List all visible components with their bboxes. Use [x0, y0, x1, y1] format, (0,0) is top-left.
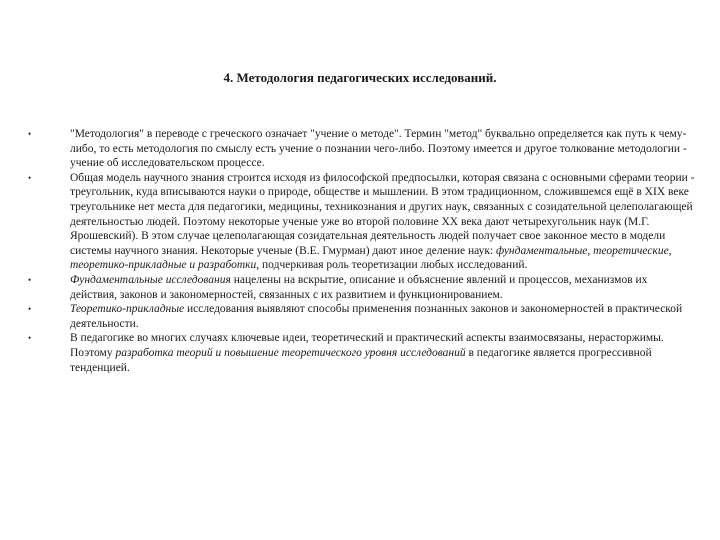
item-text: Общая модель научного знания строится исходя из философской предпосылки, которая связана с основными сферами теории - треугольник, куда вписываются науки о природе, обществе и мышлении. В этом традиционном, сложившемся ещё в XIX веке треугольнике нет места для педагогики, медицины, техникознания и других наук, связанных с созидательной целеполагающей деятельностью людей. Поэтому некоторые ученые уже во второй половине XX века дают четырехугольник наук (М.Г. Ярошевский). В этом случае целеполагающая созидательная деятельность людей получает свое законное место в модели системы научного знания. Некоторые ученые (В.Е. Гмурман) дают иное деление наук: — [70, 171, 695, 257]
list-item — [28, 171, 696, 273]
bullet-icon: • — [28, 172, 32, 183]
item-text-italic: Теоретико-прикладные — [70, 303, 185, 316]
item-text: В педагогике во многих случаях ключевые идеи, теоретический и практический аспекты взаимосвязаны, нерасторжимы. Поэтому — [70, 332, 664, 359]
slide-title: 4. Методология педагогических исследований. — [223, 70, 497, 85]
item-text-italic: фундаментальные, теоретические, теоретико-прикладные и разработки — [70, 244, 672, 272]
item-text: "Методология" в переводе с греческого означает "учение о методе". Термин "метод" буквально определяется как путь к чему-либо, то есть методология по смыслу есть учение о познании чего-либо. Поэтому имеется и другое толкование методологии - учение об исследовательском процессе. — [70, 128, 687, 170]
bullet-icon: • — [28, 129, 32, 139]
item-text: , подчеркивая роль теоретизации любых исследований. — [256, 259, 528, 272]
list-item — [28, 127, 696, 171]
item-text: нацелены на вскрытие, описание и объяснение явлений и процессов, механизмов их действия, законов и закономерностей, связанных с их развитием и функционированием. — [70, 273, 648, 301]
list-item — [28, 273, 696, 302]
item-text-italic: разработка теорий и повышение теоретического уровня исследований — [115, 346, 466, 359]
item-text: исследования выявляют способы применения познанных законов и закономерностей в практической деятельности. — [70, 303, 683, 330]
list-item — [28, 302, 696, 331]
bullet-icon: • — [28, 304, 32, 315]
bullet-icon: • — [28, 274, 32, 285]
list-item — [28, 331, 696, 375]
bullet-list — [28, 127, 696, 375]
bullet-icon: • — [28, 333, 32, 344]
item-text-italic: Фундаментальные исследования — [70, 273, 231, 286]
item-text: в педагогике является прогрессивной тенденцией. — [70, 346, 652, 374]
